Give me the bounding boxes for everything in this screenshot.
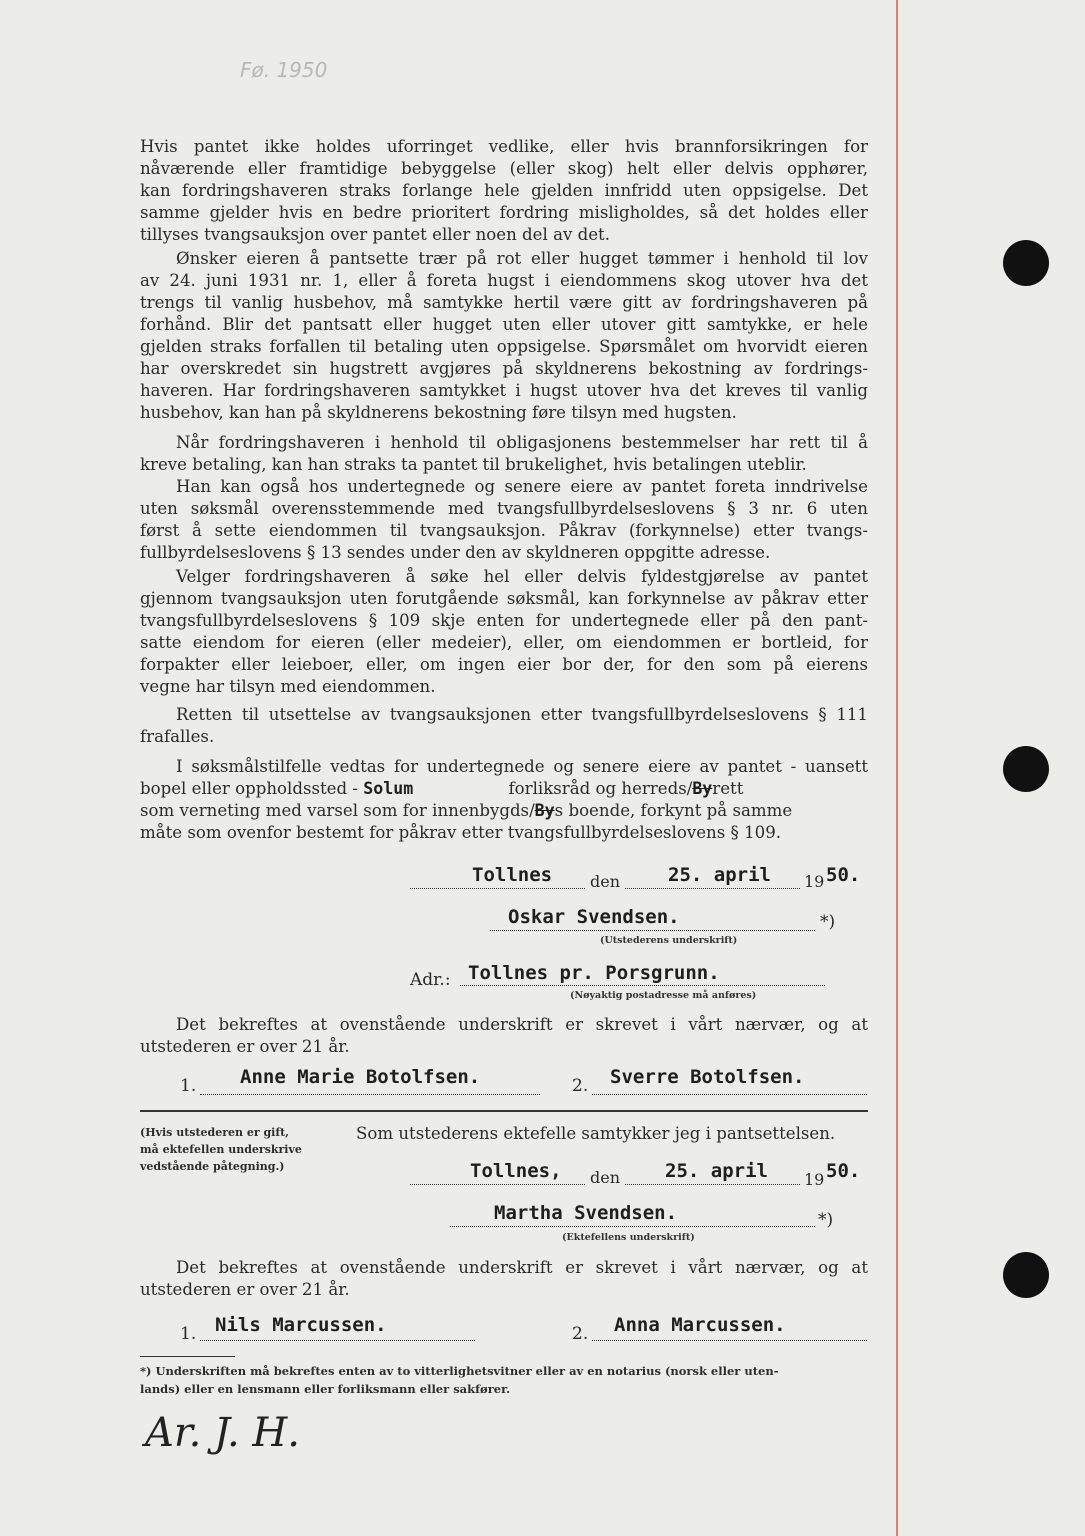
venue-line-1: I søksmålstilfelle vedtas for undertegnede og senere eiere av pantet - uansett [176, 757, 868, 776]
text-line: gjennom tvangsauksjon uten forutgående søksmål, kan forkynnelse av påkrav etter [140, 589, 868, 608]
paragraph-4 [140, 476, 868, 564]
footnote-marker: *) [818, 1210, 834, 1230]
signature-caption: (Utstederens underskrift) [600, 935, 738, 946]
venue-text: rett [712, 779, 744, 798]
text-line: kan fordringshaveren straks forlange hele gjelden innfridd uten oppsigelse. Det [140, 181, 868, 200]
spouse-consent: Som utstederens ektefelle samtykker jeg i pantsettelsen. [356, 1124, 836, 1143]
footnote-rule [140, 1356, 235, 1357]
witness-2-signature: Sverre Botolfsen. [610, 1066, 805, 1088]
text-line: tillyses tvangsauksjon over pantet eller noen del av det. [140, 225, 610, 244]
venue-text: forliksråd og herreds/ [508, 779, 693, 798]
issuer-place: Tollnes [472, 864, 553, 886]
year-prefix: 19 [804, 872, 825, 891]
venue-text: bopel eller oppholdssted - [140, 779, 358, 798]
handwritten-initials: Ar. J. H. [145, 1410, 300, 1456]
witness-3-signature: Nils Marcussen. [215, 1314, 387, 1336]
side-note-line: må ektefellen underskrive [140, 1143, 302, 1156]
court-district: Solum [363, 778, 497, 800]
side-note-line: vedstående påtegning.) [140, 1160, 285, 1173]
pencil-annotation: Fø. 1950 [240, 58, 328, 82]
spouse-place: Tollnes, [470, 1160, 562, 1182]
struck-text: By [692, 779, 713, 798]
text-line: Retten til utsettelse av tvangsauksjonen etter tvangsfullbyrdelseslovens § 111 [176, 705, 868, 724]
witness-number: 2. [572, 1076, 589, 1096]
venue-text: s boende, forkynt på samme [554, 801, 793, 820]
issuer-date: 25. april [668, 864, 771, 886]
text-line: først å sette eiendommen til tvangsauksjon. Påkrav (forkynnelse) etter tvangs- [140, 521, 868, 540]
text-line: trengs til vanlig husbehov, må samtykke hertil være gitt av fordringshaveren på [140, 293, 868, 312]
witness-line: Det bekreftes at ovenstående underskrift er skrevet i vårt nærvær, og at [176, 1015, 868, 1034]
text-line: Hvis pantet ikke holdes uforringet vedlike, eller hvis brannforsikringen for [140, 137, 868, 156]
year-prefix: 19 [804, 1170, 825, 1189]
punch-hole-middle [1003, 746, 1049, 792]
den-label: den [590, 1168, 621, 1187]
footnote [140, 1362, 779, 1398]
venue-paragraph [140, 756, 868, 844]
text-line: vegne har tilsyn med eiendommen. [140, 677, 436, 696]
text-line: forpakter eller leieboer, eller, om ingen eier bor der, for den som på eierens [140, 655, 868, 674]
venue-line-3 [140, 800, 868, 822]
punch-hole-top [1003, 240, 1049, 286]
punch-hole-bottom [1003, 1252, 1049, 1298]
text-line: forhånd. Blir det pantsatt eller hugget uten eller utover gitt samtykke, er hele [140, 315, 868, 334]
paragraph-3 [140, 432, 868, 476]
side-note-line: (Hvis utstederen er gift, [140, 1126, 289, 1139]
paragraph-1 [140, 136, 868, 246]
witness-line: Det bekreftes at ovenstående underskrift er skrevet i vårt nærvær, og at [176, 1258, 868, 1277]
text-line: haveren. Har fordringshaveren samtykket i hugst utover hva det kreves til vanlig [140, 381, 868, 400]
spouse-signature-caption: (Ektefellens underskrift) [562, 1232, 695, 1243]
text-line: av 24. juni 1931 nr. 1, eller å foreta hugst i eiendommens skog utover hva det [140, 271, 868, 290]
footnote-line: lands) eller en lensmann eller forliksmann eller sakfører. [140, 1382, 511, 1396]
separator-rule [140, 1110, 868, 1112]
footnote-marker: *) [820, 912, 836, 932]
text-line: satte eiendom for eieren (eller medeier), eller, om eiendommen er bortleid, for [140, 633, 868, 652]
text-line: husbehov, kan han på skyldnerens bekostning føre tilsyn med hugsten. [140, 403, 737, 422]
witness-line: utstederen er over 21 år. [140, 1280, 350, 1299]
witness-4-signature: Anna Marcussen. [614, 1314, 786, 1336]
text-line: uten søksmål overensstemmende med tvangsfullbyrdelseslovens § 3 nr. 6 uten [140, 499, 868, 518]
struck-text: By [534, 801, 555, 820]
spouse-side-note [140, 1124, 302, 1175]
issuer-address: Tollnes pr. Porsgrunn. [468, 962, 720, 984]
witness-line: utstederen er over 21 år. [140, 1037, 350, 1056]
paragraph-2 [140, 248, 868, 424]
issuer-signature: Oskar Svendsen. [508, 906, 680, 928]
den-label: den [590, 872, 621, 891]
text-line: fullbyrdelseslovens § 13 sendes under den av skyldneren oppgitte adresse. [140, 543, 771, 562]
year-suffix: 50. [826, 1160, 861, 1182]
witness-1-signature: Anne Marie Botolfsen. [240, 1066, 481, 1088]
text-line: frafalles. [140, 727, 215, 746]
address-caption: (Nøyaktig postadresse må anføres) [570, 990, 757, 1001]
venue-line-4: måte som ovenfor bestemt for påkrav etter tvangsfullbyrdelseslovens § 109. [140, 823, 782, 842]
paragraph-6 [140, 704, 868, 748]
witness-statement-1 [140, 1014, 868, 1058]
venue-text: som verneting med varsel som for innenbygds/ [140, 801, 535, 820]
witness-number: 1. [180, 1076, 197, 1096]
spouse-date: 25. april [665, 1160, 768, 1182]
spouse-signature: Martha Svendsen. [494, 1202, 678, 1224]
witness-number: 1. [180, 1324, 197, 1344]
footnote-line: *) Underskriften må bekreftes enten av to vitterlighetsvitner eller av en notarius (norsk eller uten- [140, 1364, 779, 1378]
witness-number: 2. [572, 1324, 589, 1344]
red-margin-line [896, 0, 898, 1536]
paragraph-5 [140, 566, 868, 698]
text-line: samme gjelder hvis en bedre prioritert fordring misligholdes, så det holdes eller [140, 203, 868, 222]
text-line: kreve betaling, kan han straks ta pantet til brukelighet, hvis betalingen uteblir. [140, 455, 807, 474]
text-line: Han kan også hos undertegnede og senere eiere av pantet foreta inndrivelse [176, 477, 868, 496]
text-line: gjelden straks forfallen til betaling uten oppsigelse. Spørsmålet om hvorvidt eieren [140, 337, 868, 356]
year-suffix: 50. [826, 864, 861, 886]
venue-line-2 [140, 778, 868, 800]
text-line: Når fordringshaveren i henhold til obligasjonens bestemmelser har rett til å [176, 433, 868, 452]
text-line: nåværende eller framtidige bebyggelse (eller skog) helt eller delvis opphører, [140, 159, 868, 178]
address-label: Adr.: [410, 970, 451, 990]
text-line: tvangsfullbyrdelseslovens § 109 skje enten for undertegnede eller på den pant- [140, 611, 868, 630]
text-line: Velger fordringshaveren å søke hel eller delvis fyldestgjørelse av pantet [176, 567, 868, 586]
witness-statement-2 [140, 1257, 868, 1301]
text-line: har overskredet sin hugstrett avgjøres på skyldnerens bekostning av fordrings- [140, 359, 868, 378]
text-line: Ønsker eieren å pantsette trær på rot eller hugget tømmer i henhold til lov [176, 249, 868, 268]
